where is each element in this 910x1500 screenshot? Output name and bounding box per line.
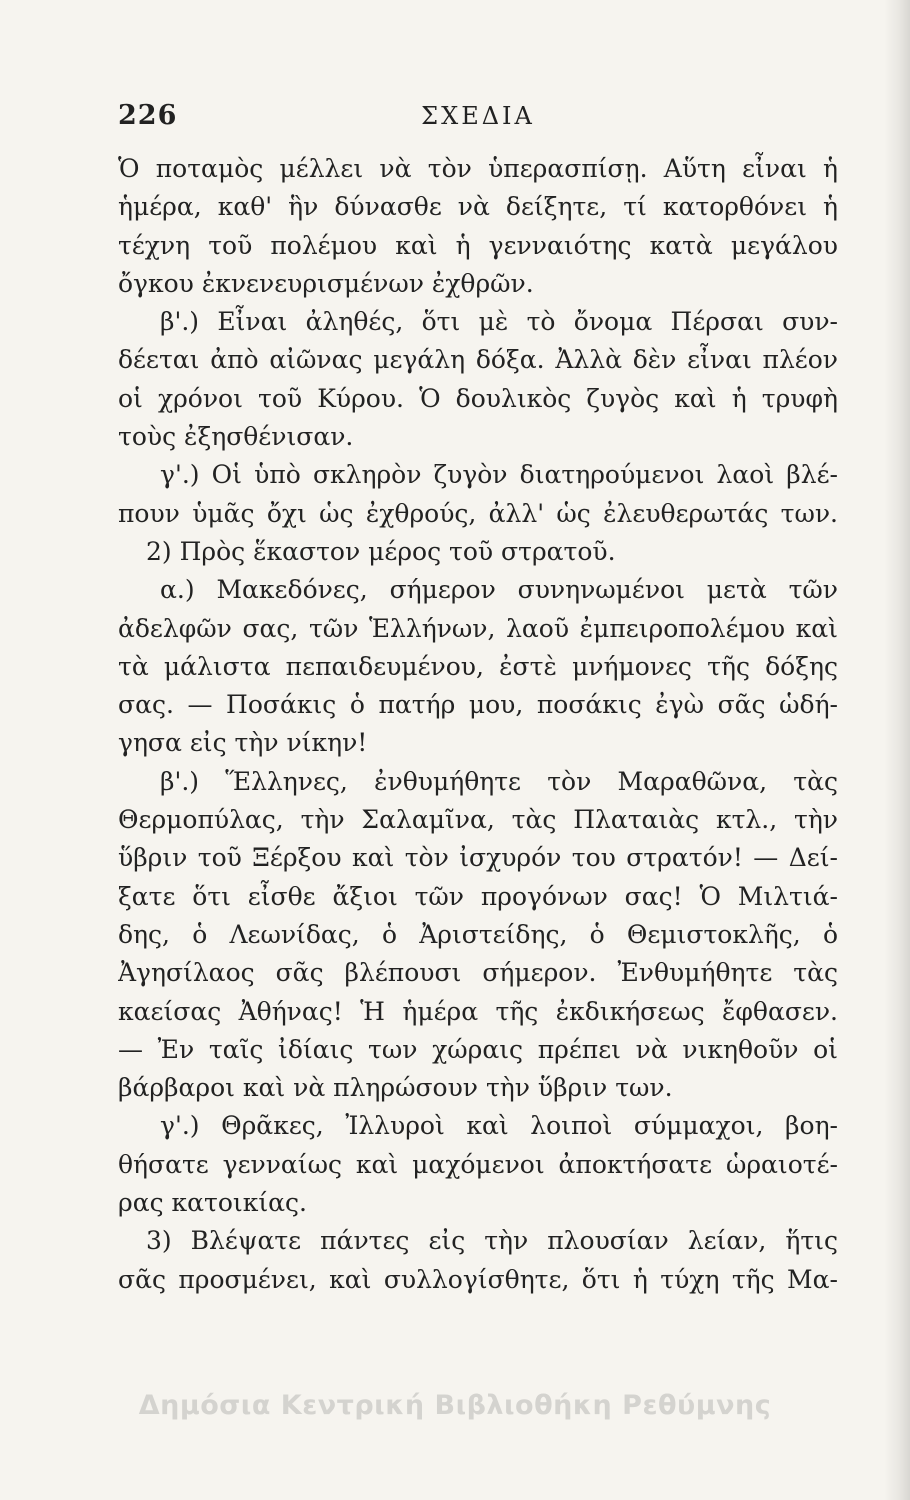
- text-line: καείσας Ἀθήνας! Ἡ ἡμέρα τῆς ἐκδικήσεως ἔφθασεν.: [118, 996, 838, 1026]
- page-edge-shadow: [884, 0, 910, 1500]
- library-stamp: Δημόσια Κεντρική Βιβλιοθήκη Ρεθύμνης: [138, 1390, 772, 1421]
- text-line: β'.) Ἕλληνες, ἐνθυμήθητε τὸν Μαραθῶνα, τὰς: [160, 766, 838, 796]
- text-line: σᾶς προσμένει, καὶ συλλογίσθητε, ὅτι ἡ τύχη τῆς Μα-: [118, 1264, 838, 1294]
- text-line: — Ἐν ταῖς ἰδίαις των χώραις πρέπει νὰ νικηθοῦν οἱ: [118, 1034, 838, 1064]
- body-text: [118, 150, 838, 1299]
- text-line: οἱ χρόνοι τοῦ Κύρου. Ὁ δουλικὸς ζυγὸς καὶ ἡ τρυφὴ: [118, 383, 838, 413]
- text-line: τοὺς ἐξησθένισαν.: [118, 422, 354, 452]
- text-line: ὕβριν τοῦ Ξέρξου καὶ τὸν ἰσχυρόν του στρατόν! — Δεί-: [118, 843, 838, 873]
- text-line: α.) Μακεδόνες, σήμερον συνηνωμένοι μετὰ τῶν: [160, 575, 838, 605]
- text-line: πουν ὑμᾶς ὄχι ὡς ἐχθρούς, ἀλλ' ὡς ἐλευθερωτάς των.: [118, 498, 838, 528]
- text-line: Ὁ ποταμὸς μέλλει νὰ τὸν ὑπερασπίσῃ. Αὕτη εἶναι ἡ: [118, 154, 838, 183]
- text-line: δης, ὁ Λεωνίδας, ὁ Ἀριστείδης, ὁ Θεμιστοκλῆς, ὁ: [118, 919, 838, 949]
- text-line: θήσατε γενναίως καὶ μαχόμενοι ἀποκτήσατε ὡραιοτέ-: [118, 1149, 838, 1179]
- text-line: ξατε ὅτι εἶσθε ἄξιοι τῶν προγόνων σας! Ὁ Μιλτιά-: [118, 881, 838, 911]
- page-number: 226: [118, 100, 178, 131]
- text-line: γησα εἰς τὴν νίκην!: [118, 728, 368, 758]
- text-line: ἡμέρα, καθ' ἣν δύνασθε νὰ δείξητε, τί κατορθόνει ἡ: [118, 192, 838, 222]
- text-line: Θερμοπύλας, τὴν Σαλαμῖνα, τὰς Πλαταιὰς κτλ., τὴν: [118, 805, 838, 835]
- text-line: 3) Βλέψατε πάντες εἰς τὴν πλουσίαν λείαν, ἥτις: [146, 1226, 838, 1256]
- running-head: ΣΧΕΔΙΑ: [421, 102, 535, 130]
- text-line: ὄγκου ἐκνενευρισμένων ἐχθρῶν.: [118, 268, 534, 298]
- text-line: 2) Πρὸς ἕκαστον μέρος τοῦ στρατοῦ.: [146, 536, 616, 566]
- text-line: β'.) Εἶναι ἀληθές, ὅτι μὲ τὸ ὄνομα Πέρσαι συν-: [160, 307, 838, 337]
- text-line: Ἀγησίλαος σᾶς βλέπουσι σήμερον. Ἐνθυμήθητε τὰς: [118, 958, 838, 988]
- text-line: τέχνη τοῦ πολέμου καὶ ἡ γενναιότης κατὰ μεγάλου: [118, 230, 838, 260]
- page-header: [118, 100, 838, 140]
- text-line: ἀδελφῶν σας, τῶν Ἑλλήνων, λαοῦ ἐμπειροπολέμου καὶ: [118, 613, 838, 643]
- text-line: γ'.) Θρᾶκες, Ἰλλυροὶ καὶ λοιποὶ σύμμαχοι, βοη-: [160, 1111, 838, 1141]
- text-line: γ'.) Οἱ ὑπὸ σκληρὸν ζυγὸν διατηρούμενοι λαοὶ βλέ-: [160, 460, 838, 490]
- text-line: σας. — Ποσάκις ὁ πατήρ μου, ποσάκις ἐγὼ σᾶς ὡδή-: [118, 690, 838, 720]
- text-line: τὰ μάλιστα πεπαιδευμένου, ἐστὲ μνήμονες τῆς δόξης: [118, 651, 838, 681]
- text-line: δέεται ἀπὸ αἰῶνας μεγάλη δόξα. Ἀλλὰ δὲν εἶναι πλέον: [118, 345, 838, 375]
- text-line: ρας κατοικίας.: [118, 1188, 307, 1218]
- text-line: βάρβαροι καὶ νὰ πληρώσουν τὴν ὕβριν των.: [118, 1073, 673, 1103]
